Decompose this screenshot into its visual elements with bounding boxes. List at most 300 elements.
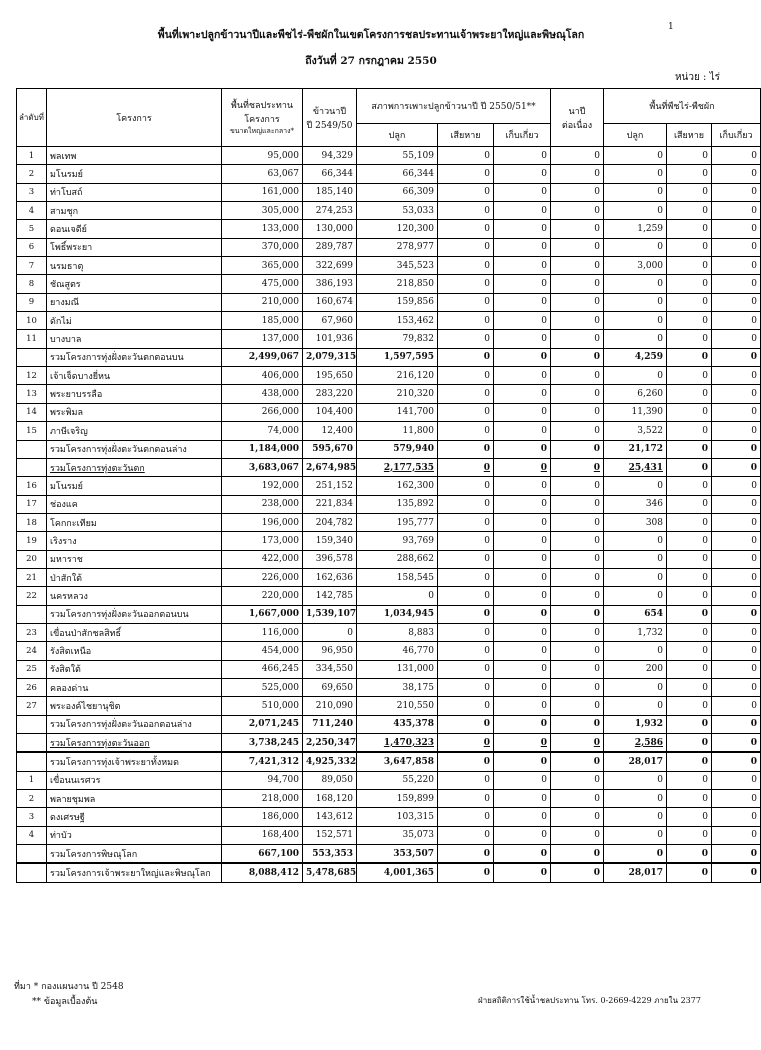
cell-dmg: 0 — [438, 477, 494, 495]
cell-name: ดอนเจดีย์ — [47, 220, 222, 238]
cell-dmg: 0 — [438, 147, 494, 165]
cell-name: โพธิ์พระยา — [47, 238, 222, 256]
cell-fplant: 308 — [604, 513, 667, 531]
cell-area: 226,000 — [222, 568, 303, 586]
cell-prev: 221,834 — [303, 495, 357, 513]
cell-fharv: 0 — [712, 385, 761, 403]
cell-fharv: 0 — [712, 202, 761, 220]
cell-area: 3,738,245 — [222, 734, 303, 753]
cell-harv: 0 — [494, 183, 551, 201]
table-row — [17, 587, 761, 605]
cell-dmg: 0 — [438, 678, 494, 696]
cell-fdmg: 0 — [667, 348, 712, 366]
footnote-contact: ฝ่ายสถิติการใช้น้ำชลประทาน โทร. 0-2669-4229 ภายใน 2377 — [478, 996, 701, 1005]
cell-area: 133,000 — [222, 220, 303, 238]
cell-fdmg: 0 — [667, 257, 712, 275]
cell-dmg: 0 — [438, 845, 494, 864]
cell-prev: 595,670 — [303, 440, 357, 458]
cell-cont: 0 — [551, 660, 604, 678]
cell-plant: 195,777 — [357, 513, 438, 531]
cell-dmg: 0 — [438, 458, 494, 476]
cell-area: 74,000 — [222, 422, 303, 440]
cell-dmg: 0 — [438, 808, 494, 826]
cell-prev: 89,050 — [303, 771, 357, 789]
cell-area: 7,421,312 — [222, 752, 303, 771]
cell-fharv: 0 — [712, 367, 761, 385]
cell-fplant: 0 — [604, 790, 667, 808]
table-row — [17, 826, 761, 844]
table-row — [17, 697, 761, 715]
cell-dmg: 0 — [438, 312, 494, 330]
footnote-preliminary: ** ข้อมูลเบื้องต้น — [32, 997, 98, 1007]
cell-fplant: 0 — [604, 771, 667, 789]
cell-fplant: 346 — [604, 495, 667, 513]
cell-name: เริงราง — [47, 532, 222, 550]
cell-plant: 66,344 — [357, 165, 438, 183]
cell-fplant: 0 — [604, 477, 667, 495]
cell-fplant: 6,260 — [604, 385, 667, 403]
page-number: 1 — [668, 22, 674, 32]
cell-area: 63,067 — [222, 165, 303, 183]
header-area-l1: พื้นที่ชลประทาน — [230, 101, 294, 111]
header-area-l3: ขนาดใหญ่และกลาง* — [230, 127, 294, 135]
table-row — [17, 257, 761, 275]
cell-cont: 0 — [551, 165, 604, 183]
cell-area: 238,000 — [222, 495, 303, 513]
cell-prev: 94,329 — [303, 147, 357, 165]
cell-cont: 0 — [551, 403, 604, 421]
cell-plant: 153,462 — [357, 312, 438, 330]
cell-plant: 141,700 — [357, 403, 438, 421]
cell-no: 3 — [17, 808, 47, 826]
header-project: โครงการ — [47, 89, 222, 147]
cell-prev: 322,699 — [303, 257, 357, 275]
cell-fharv: 0 — [712, 238, 761, 256]
cell-harv: 0 — [494, 440, 551, 458]
cell-harv: 0 — [494, 202, 551, 220]
cell-fplant: 0 — [604, 550, 667, 568]
cell-plant: 1,034,945 — [357, 605, 438, 623]
cell-fplant: 21,172 — [604, 440, 667, 458]
cell-fharv: 0 — [712, 293, 761, 311]
cell-harv: 0 — [494, 587, 551, 605]
cell-prev: 160,674 — [303, 293, 357, 311]
cell-prev: 283,220 — [303, 385, 357, 403]
cell-harv: 0 — [494, 605, 551, 623]
cell-fdmg: 0 — [667, 771, 712, 789]
cell-plant: 159,856 — [357, 293, 438, 311]
cell-fdmg: 0 — [667, 293, 712, 311]
cell-name: รวมโครงการทุ่งฝั่งตะวันออกตอนล่าง — [47, 715, 222, 733]
cell-harv: 0 — [494, 790, 551, 808]
cell-plant: 8,883 — [357, 623, 438, 641]
cell-plant: 53,033 — [357, 202, 438, 220]
cell-no: 20 — [17, 550, 47, 568]
cell-dmg: 0 — [438, 734, 494, 753]
cell-cont: 0 — [551, 513, 604, 531]
cell-area: 185,000 — [222, 312, 303, 330]
cell-plant: 93,769 — [357, 532, 438, 550]
cell-harv: 0 — [494, 863, 551, 882]
cell-name: ท่าบัว — [47, 826, 222, 844]
table-row — [17, 642, 761, 660]
cell-fharv: 0 — [712, 845, 761, 864]
cell-area: 220,000 — [222, 587, 303, 605]
cell-fharv: 0 — [712, 642, 761, 660]
cell-fplant: 1,932 — [604, 715, 667, 733]
cell-prev: 5,478,685 — [303, 863, 357, 882]
table-row — [17, 513, 761, 531]
cell-area: 192,000 — [222, 477, 303, 495]
header-field-harvested: เก็บเกี่ยว — [712, 124, 761, 147]
table-row — [17, 183, 761, 201]
cell-fplant: 0 — [604, 238, 667, 256]
cell-area: 475,000 — [222, 275, 303, 293]
cell-fharv: 0 — [712, 422, 761, 440]
cell-prev: 162,636 — [303, 568, 357, 586]
header-damaged: เสียหาย — [438, 124, 494, 147]
cell-prev: 67,960 — [303, 312, 357, 330]
cell-harv: 0 — [494, 220, 551, 238]
cell-fplant: 654 — [604, 605, 667, 623]
cell-fharv: 0 — [712, 550, 761, 568]
table-row — [17, 330, 761, 348]
cell-fdmg: 0 — [667, 697, 712, 715]
cell-dmg: 0 — [438, 605, 494, 623]
cell-fdmg: 0 — [667, 458, 712, 476]
cell-area: 365,000 — [222, 257, 303, 275]
cell-fplant: 3,000 — [604, 257, 667, 275]
cell-harv: 0 — [494, 734, 551, 753]
cell-fharv: 0 — [712, 790, 761, 808]
table-row — [17, 790, 761, 808]
cell-prev: 553,353 — [303, 845, 357, 864]
cell-plant: 66,309 — [357, 183, 438, 201]
cell-dmg: 0 — [438, 642, 494, 660]
cell-harv: 0 — [494, 660, 551, 678]
cell-fharv: 0 — [712, 403, 761, 421]
cell-cont: 0 — [551, 587, 604, 605]
cell-plant: 162,300 — [357, 477, 438, 495]
cell-fdmg: 0 — [667, 678, 712, 696]
cell-area: 1,184,000 — [222, 440, 303, 458]
cell-area: 210,000 — [222, 293, 303, 311]
header-rice-prev-l2: ปี 2549/50 — [306, 120, 353, 131]
cell-harv: 0 — [494, 348, 551, 366]
cell-no: 1 — [17, 771, 47, 789]
cell-plant: 4,001,365 — [357, 863, 438, 882]
cell-plant: 159,899 — [357, 790, 438, 808]
cell-name: บางบาล — [47, 330, 222, 348]
cell-area: 95,000 — [222, 147, 303, 165]
cell-prev: 334,550 — [303, 660, 357, 678]
cell-area: 370,000 — [222, 238, 303, 256]
cell-harv: 0 — [494, 715, 551, 733]
cell-name: พระพิมล — [47, 403, 222, 421]
cell-plant: 46,770 — [357, 642, 438, 660]
cell-cont: 0 — [551, 715, 604, 733]
cell-plant: 120,300 — [357, 220, 438, 238]
cell-no: 22 — [17, 587, 47, 605]
cell-cont: 0 — [551, 238, 604, 256]
cell-fdmg: 0 — [667, 513, 712, 531]
cell-fdmg: 0 — [667, 385, 712, 403]
cell-area: 305,000 — [222, 202, 303, 220]
cell-no: 19 — [17, 532, 47, 550]
cell-plant: 0 — [357, 587, 438, 605]
cell-harv: 0 — [494, 532, 551, 550]
cell-area: 94,700 — [222, 771, 303, 789]
cell-name: ชัณสูตร — [47, 275, 222, 293]
cell-no: 21 — [17, 568, 47, 586]
cell-dmg: 0 — [438, 863, 494, 882]
cell-prev: 152,571 — [303, 826, 357, 844]
header-area — [222, 89, 303, 147]
cell-prev: 69,650 — [303, 678, 357, 696]
cell-fplant: 0 — [604, 202, 667, 220]
cell-fharv: 0 — [712, 697, 761, 715]
cell-name: เจ้าเจ็ดบางยี่หน — [47, 367, 222, 385]
cell-fdmg: 0 — [667, 330, 712, 348]
cell-harv: 0 — [494, 808, 551, 826]
header-continuous — [551, 89, 604, 147]
cell-area: 196,000 — [222, 513, 303, 531]
cell-dmg: 0 — [438, 771, 494, 789]
cell-fdmg: 0 — [667, 752, 712, 771]
cell-fharv: 0 — [712, 678, 761, 696]
cell-no: 24 — [17, 642, 47, 660]
cell-no — [17, 458, 47, 476]
cell-fdmg: 0 — [667, 403, 712, 421]
cell-harv: 0 — [494, 403, 551, 421]
cell-harv: 0 — [494, 642, 551, 660]
cell-prev: 274,253 — [303, 202, 357, 220]
cell-harv: 0 — [494, 275, 551, 293]
cell-fharv: 0 — [712, 826, 761, 844]
cell-plant: 135,892 — [357, 495, 438, 513]
cell-harv: 0 — [494, 826, 551, 844]
table-row — [17, 568, 761, 586]
cell-fharv: 0 — [712, 808, 761, 826]
cell-cont: 0 — [551, 863, 604, 882]
cell-dmg: 0 — [438, 257, 494, 275]
cell-name: ดักไม่ — [47, 312, 222, 330]
cell-harv: 0 — [494, 678, 551, 696]
cell-no: 17 — [17, 495, 47, 513]
cell-fplant: 0 — [604, 808, 667, 826]
cell-plant: 210,320 — [357, 385, 438, 403]
cell-name: มหาราช — [47, 550, 222, 568]
cell-fharv: 0 — [712, 734, 761, 753]
cell-cont: 0 — [551, 605, 604, 623]
cell-prev: 2,079,315 — [303, 348, 357, 366]
table-row — [17, 220, 761, 238]
header-status-group: สภาพการเพาะปลูกข้าวนาปี ปี 2550/51** — [357, 89, 551, 124]
cell-fdmg: 0 — [667, 550, 712, 568]
cell-fplant: 0 — [604, 642, 667, 660]
cell-cont: 0 — [551, 826, 604, 844]
cell-area: 218,000 — [222, 790, 303, 808]
cell-dmg: 0 — [438, 440, 494, 458]
cell-fplant: 28,017 — [604, 752, 667, 771]
cell-cont: 0 — [551, 385, 604, 403]
cell-plant: 288,662 — [357, 550, 438, 568]
cell-fplant: 0 — [604, 845, 667, 864]
cell-dmg: 0 — [438, 422, 494, 440]
cell-fharv: 0 — [712, 257, 761, 275]
cell-fdmg: 0 — [667, 734, 712, 753]
cell-cont: 0 — [551, 202, 604, 220]
cell-harv: 0 — [494, 165, 551, 183]
cell-name: พลายชุมพล — [47, 790, 222, 808]
cell-fplant: 0 — [604, 697, 667, 715]
header-field-damaged: เสียหาย — [667, 124, 712, 147]
cell-cont: 0 — [551, 330, 604, 348]
cell-no: 15 — [17, 422, 47, 440]
cell-fdmg: 0 — [667, 183, 712, 201]
cell-name: ช่องแค — [47, 495, 222, 513]
cell-plant: 103,315 — [357, 808, 438, 826]
cell-dmg: 0 — [438, 367, 494, 385]
cell-no: 10 — [17, 312, 47, 330]
cell-no: 2 — [17, 165, 47, 183]
cell-name: รังสิตเหนือ — [47, 642, 222, 660]
cell-harv: 0 — [494, 752, 551, 771]
cell-name: รังสิตใต้ — [47, 660, 222, 678]
cell-plant: 278,977 — [357, 238, 438, 256]
grand-total-row — [17, 752, 761, 771]
cell-dmg: 0 — [438, 587, 494, 605]
table-row — [17, 771, 761, 789]
cell-prev: 142,785 — [303, 587, 357, 605]
cell-fplant: 0 — [604, 147, 667, 165]
table-body — [17, 147, 761, 883]
cell-area: 406,000 — [222, 367, 303, 385]
cell-no — [17, 715, 47, 733]
cell-cont: 0 — [551, 790, 604, 808]
cell-cont: 0 — [551, 752, 604, 771]
cell-fharv: 0 — [712, 220, 761, 238]
cell-dmg: 0 — [438, 238, 494, 256]
cell-area: 466,245 — [222, 660, 303, 678]
cell-fplant: 0 — [604, 532, 667, 550]
cell-no: 12 — [17, 367, 47, 385]
cell-fharv: 0 — [712, 330, 761, 348]
cell-cont: 0 — [551, 183, 604, 201]
cell-dmg: 0 — [438, 275, 494, 293]
cell-dmg: 0 — [438, 293, 494, 311]
cell-prev: 195,650 — [303, 367, 357, 385]
header-continuous-l2: ต่อเนื่อง — [561, 120, 593, 131]
cell-fplant: 0 — [604, 293, 667, 311]
cell-cont: 0 — [551, 808, 604, 826]
cell-area: 173,000 — [222, 532, 303, 550]
cell-fharv: 0 — [712, 513, 761, 531]
cell-no: 23 — [17, 623, 47, 641]
grand-total-row — [17, 863, 761, 882]
cell-cont: 0 — [551, 477, 604, 495]
cell-name: ป่าสักใต้ — [47, 568, 222, 586]
cell-no: 11 — [17, 330, 47, 348]
cell-cont: 0 — [551, 678, 604, 696]
cell-fplant: 3,522 — [604, 422, 667, 440]
cell-fharv: 0 — [712, 623, 761, 641]
cell-prev: 4,925,332 — [303, 752, 357, 771]
cell-no — [17, 734, 47, 753]
cell-prev: 168,120 — [303, 790, 357, 808]
cell-area: 438,000 — [222, 385, 303, 403]
cell-prev: 130,000 — [303, 220, 357, 238]
cell-harv: 0 — [494, 495, 551, 513]
cell-dmg: 0 — [438, 330, 494, 348]
cell-dmg: 0 — [438, 495, 494, 513]
cell-cont: 0 — [551, 367, 604, 385]
cell-plant: 1,597,595 — [357, 348, 438, 366]
table-row — [17, 477, 761, 495]
cell-name: นรมธาตุ — [47, 257, 222, 275]
cell-fharv: 0 — [712, 348, 761, 366]
cell-plant: 11,800 — [357, 422, 438, 440]
cell-prev: 2,250,347 — [303, 734, 357, 753]
cell-harv: 0 — [494, 458, 551, 476]
cell-fdmg: 0 — [667, 790, 712, 808]
table-row — [17, 312, 761, 330]
cell-area: 266,000 — [222, 403, 303, 421]
cell-prev: 159,340 — [303, 532, 357, 550]
cell-dmg: 0 — [438, 697, 494, 715]
cell-fdmg: 0 — [667, 826, 712, 844]
cell-cont: 0 — [551, 734, 604, 753]
table-row — [17, 293, 761, 311]
cell-no: 5 — [17, 220, 47, 238]
cell-plant: 3,647,858 — [357, 752, 438, 771]
cell-cont: 0 — [551, 220, 604, 238]
cell-fharv: 0 — [712, 605, 761, 623]
cell-fdmg: 0 — [667, 715, 712, 733]
cell-plant: 210,550 — [357, 697, 438, 715]
cell-fplant: 0 — [604, 587, 667, 605]
cell-fplant: 0 — [604, 826, 667, 844]
cell-dmg: 0 — [438, 202, 494, 220]
report-date: ถึงวันที่ 27 กรกฎาคม 2550 — [305, 55, 437, 67]
cell-prev: 143,612 — [303, 808, 357, 826]
cell-no: 4 — [17, 826, 47, 844]
cell-no: 4 — [17, 202, 47, 220]
cell-dmg: 0 — [438, 165, 494, 183]
header-field-plant: ปลูก — [604, 124, 667, 147]
cell-no: 8 — [17, 275, 47, 293]
cell-harv: 0 — [494, 312, 551, 330]
cell-name: พลเทพ — [47, 147, 222, 165]
cell-fdmg: 0 — [667, 202, 712, 220]
cell-name: ยางมณี — [47, 293, 222, 311]
table-row — [17, 495, 761, 513]
cell-fdmg: 0 — [667, 165, 712, 183]
cell-plant: 345,523 — [357, 257, 438, 275]
cell-fdmg: 0 — [667, 495, 712, 513]
cell-fharv: 0 — [712, 752, 761, 771]
cell-name: รวมโครงการทุ่งตะวันออก — [47, 734, 222, 753]
cell-cont: 0 — [551, 257, 604, 275]
cell-prev: 66,344 — [303, 165, 357, 183]
cell-fdmg: 0 — [667, 623, 712, 641]
cell-area: 8,088,412 — [222, 863, 303, 882]
cell-prev: 2,674,985 — [303, 458, 357, 476]
subtotal-row — [17, 440, 761, 458]
cell-fharv: 0 — [712, 165, 761, 183]
header-plant: ปลูก — [357, 124, 438, 147]
cell-area: 161,000 — [222, 183, 303, 201]
